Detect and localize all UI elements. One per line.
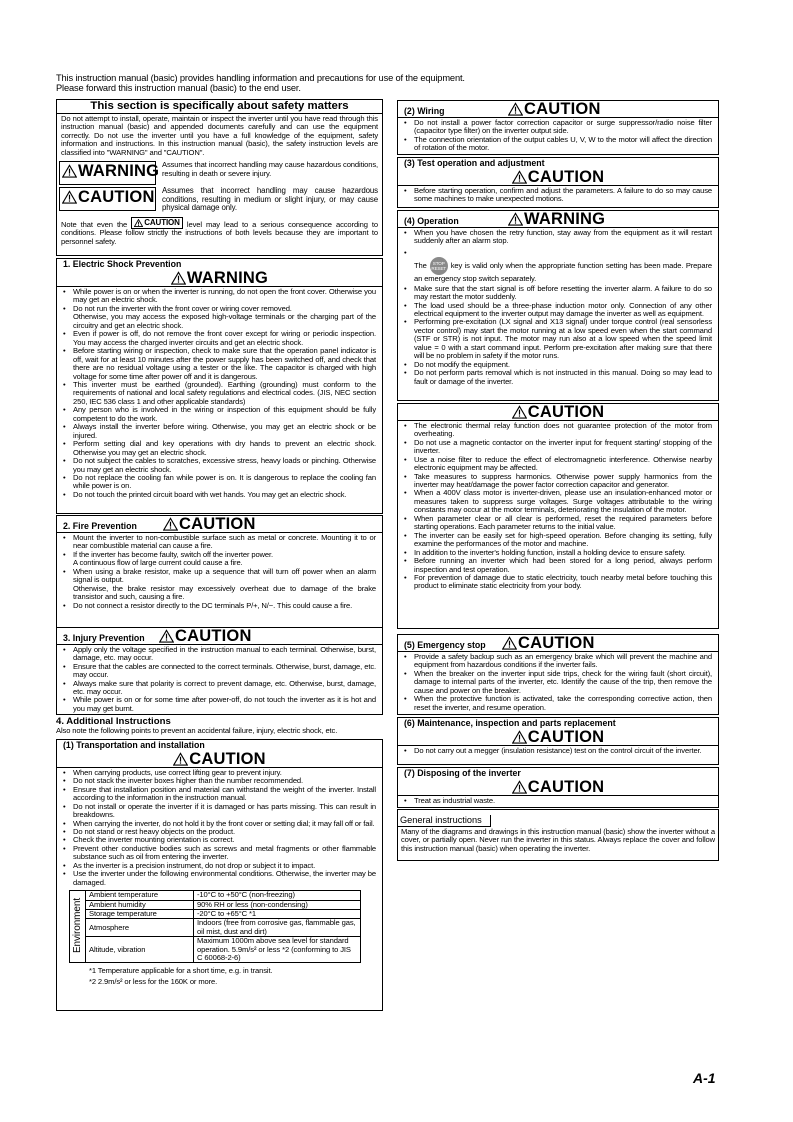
item-list — [398, 421, 718, 592]
section-wiring — [397, 100, 719, 155]
list-item: • Even if power is off, do not remove the front cover except for wiring or periodic inspection. You may access the charged inverter circuits and get an electric shock. — [63, 330, 376, 347]
list-item: • Do not subject the cables to scratches, excessive stress, heavy loads or pinching. Otherwise you may get an electric shock. — [63, 457, 376, 474]
level-text: CAUTION — [527, 167, 605, 186]
warning-triangle-icon — [163, 517, 178, 531]
list-item: • Do not touch the printed circuit board with wet hands. You may get an electric shock. — [63, 491, 376, 499]
page-number: A-1 — [693, 1070, 716, 1086]
level-text: CAUTION — [524, 100, 601, 118]
footnote: *1 Temperature applicable for a short time, e.g. in transit. — [89, 966, 273, 976]
warning-triangle-icon — [134, 219, 143, 227]
list-item: • Prevent other conductive bodies such as screws and metal fragments or other flammable substance such as oil from entering the inverter. — [63, 845, 376, 862]
level-label — [163, 516, 256, 532]
caution-inline-badge — [131, 217, 183, 229]
warning-triangle-icon — [159, 629, 174, 643]
list-item: • Do not carry out a megger (insulation resistance) test on the control circuit of the inverter. — [404, 747, 712, 755]
list-item: • Apply only the voltage specified in the instruction manual to each terminal. Otherwise, burst, damage, etc. may occur. — [63, 646, 376, 663]
key-label: RESET — [431, 266, 447, 272]
warning-triangle-icon — [508, 102, 523, 116]
item-list — [398, 796, 718, 806]
section-header — [398, 101, 718, 118]
warning-triangle-icon — [173, 752, 188, 766]
note-text: Note that even the — [61, 219, 128, 229]
level-label — [63, 751, 376, 767]
list-item: • Use a noise filter to reduce the effect of electromagnetic interference. Otherwise nearby electronic equipment may be affected. — [404, 456, 712, 473]
general-instructions-text: Many of the diagrams and drawings in this instruction manual (basic) show the inverter without a cover, or partially open. Never run the inverter in this status. Always replace the cover and follow this instruction manual (basic) when operating the inverter. — [401, 826, 715, 853]
section-injury-prevention — [56, 627, 383, 716]
section-title: 4. Additional Instructions — [56, 716, 171, 728]
section-header — [57, 740, 382, 768]
list-item: • Do not run the inverter with the front cover or wiring cover removed. Otherwise, you may access the exposed high-voltage terminals or the charging part of the circuitry and get an electric shock. — [63, 305, 376, 330]
level-label — [159, 628, 252, 644]
condition-name: Atmosphere — [86, 919, 194, 937]
section-title: (6) Maintenance, inspection and parts replacement — [404, 717, 616, 728]
list-item: • Provide a safety backup such as an emergency brake which will prevent the machine and equipment from hazardous conditions if the inverter fails. — [404, 653, 712, 670]
table-row — [70, 891, 361, 900]
safety-section — [56, 99, 383, 256]
caution-description: Assumes that incorrect handling may cause hazardous conditions, resulting in medium or slight injury, or may cause physical damage only. — [162, 186, 378, 213]
section-maintenance — [397, 717, 719, 765]
level-label — [62, 189, 155, 205]
caution-legend — [59, 187, 382, 212]
list-item: • Use the inverter under the following environmental conditions. Otherwise, the inverter may be damaged. — [63, 870, 376, 887]
intro-line: Please forward this instruction manual (basic) to the end user. — [56, 83, 301, 94]
item-text: key is valid only when the appropriate function setting has been made. Prepare an emergency stop switch separately. — [414, 261, 712, 284]
warning-description: Assumes that incorrect handling may cause hazardous conditions, resulting in death or severe injury. — [162, 160, 378, 178]
list-item: • The inverter can be easily set for high-speed operation. Before changing its setting, fully examine the performances of the motor and machine. — [404, 532, 712, 549]
section-title: (2) Wiring — [404, 106, 445, 116]
level-text: CAUTION — [179, 515, 256, 533]
key-label: STOP — [432, 261, 445, 267]
level-text: CAUTION — [78, 188, 155, 207]
warning-triangle-icon — [512, 730, 527, 744]
list-item: • This inverter must be earthed (grounded). Earthing (grounding) must conform to the requirements of national and local safety regulations and electrical codes. (JIS, NEC section 250, IEC 536 class 1 and other applicable standards) — [63, 381, 376, 406]
level-label — [508, 211, 605, 227]
section-header — [398, 768, 718, 796]
list-item: • When carrying products, use correct lifting gear to prevent injury. — [63, 769, 376, 777]
general-instructions-title: General instructions — [398, 815, 491, 827]
section-header — [57, 628, 382, 645]
warning-legend — [59, 161, 382, 185]
level-label — [404, 729, 712, 745]
list-item: • Do not perform parts removal which is not instructed in this manual. Doing so may lead to fault or damage of the inverter. — [404, 369, 712, 386]
list-item: • When a 400V class motor is inverter-driven, please use an insulation-enhanced motor or measures taken to suppress surge voltages. Surge voltages attributable to the wiring constants may occur at the motor terminals, deteriorating the insulation of the motor. — [404, 489, 712, 514]
list-item: • When using a brake resistor, make up a sequence that will turn off power when an alarm signal is output. Otherwise, the brake resistor may excessively overheat due to damage of the brake transistor and such, causing a fire. — [63, 568, 376, 602]
list-item: • As the inverter is a precision instrument, do not drop or subject it to impact. — [63, 862, 376, 870]
section-title: 2. Fire Prevention — [63, 521, 137, 531]
note-text: level may lead to a serious consequence according to conditions. Please follow strictly the instructions of both levels because they are important to personnel safety. — [61, 219, 378, 246]
environment-group-cell — [70, 891, 86, 963]
intro-text — [56, 73, 465, 94]
section-header — [398, 211, 718, 228]
additional-instructions — [56, 715, 383, 738]
warning-triangle-icon — [171, 271, 186, 285]
item-list — [57, 533, 382, 611]
section-header — [398, 635, 718, 652]
section-header — [398, 404, 718, 421]
level-text: WARNING — [78, 162, 160, 181]
section-title: (5) Emergency stop — [404, 639, 486, 650]
section-fire-prevention — [56, 515, 383, 628]
level-text: CAUTION — [527, 402, 605, 421]
list-item: • When you have chosen the retry function, stay away from the equipment as it will restart suddenly after an alarm stop. — [404, 229, 712, 246]
list-item: • If the inverter has become faulty, switch off the inverter power. A continuous flow of large current could cause a fire. — [63, 551, 376, 568]
condition-name: Altitude, vibration — [86, 937, 194, 963]
level-label — [62, 163, 159, 179]
section-operation-caution — [397, 403, 719, 629]
section-header — [398, 158, 718, 186]
item-list — [57, 645, 382, 715]
list-item: • Always make sure that polarity is correct to prevent damage, etc. Otherwise, burst, damage, etc. may occur. — [63, 680, 376, 697]
item-list — [398, 228, 718, 285]
level-label — [404, 779, 712, 795]
condition-value: 90% RH or less (non-condensing) — [194, 900, 361, 909]
item-list — [398, 285, 718, 387]
warning-triangle-icon — [512, 170, 527, 184]
section-text: Also note the following points to prevent an accidental failure, injury, electric shock, etc. — [56, 726, 338, 736]
list-item: • Do not stand or rest heavy objects on the product. — [63, 828, 376, 836]
section-title: (3) Test operation and adjustment — [404, 157, 545, 168]
condition-value: Indoors (free from corrosive gas, flammable gas, oil mist, dust and dirt) — [194, 919, 361, 937]
list-item: • Do not connect a resistor directly to the DC terminals P/+, N/−. This could cause a fire. — [63, 602, 376, 610]
list-item: • When the protective function is activated, take the corresponding corrective action, then reset the inverter, and resume operation. — [404, 695, 712, 712]
level-text: CAUTION — [518, 633, 595, 652]
section-emergency-stop — [397, 634, 719, 715]
list-item: • Treat as industrial waste. — [404, 797, 712, 805]
level-text: WARNING — [524, 209, 606, 228]
list-item: • Always install the inverter before wiring. Otherwise, you may get an electric shock or be injured. — [63, 423, 376, 440]
item-list — [398, 652, 718, 713]
warning-legend-box — [59, 161, 160, 185]
item-text: The — [414, 261, 427, 271]
section-title: (4) Operation — [404, 215, 459, 226]
list-item: • Do not modify the equipment. — [404, 361, 712, 369]
level-label — [404, 404, 712, 420]
warning-triangle-icon — [508, 212, 523, 226]
general-instructions — [397, 809, 719, 861]
footnote: *2 2.9m/s² or less for the 160K or more. — [89, 977, 218, 987]
list-item: • Any person who is involved in the wiring or inspection of this equipment should be fully competent to do the work. — [63, 406, 376, 423]
list-item: • Make sure that the start signal is off before resetting the inverter alarm. A failure to do so may restart the motor suddenly. — [404, 285, 712, 302]
list-item: • While power is on or for some time after power-off, do not touch the inverter as it is hot and you may get burnt. — [63, 696, 376, 713]
item-list — [398, 746, 718, 756]
left-column — [56, 99, 383, 1011]
footnotes — [57, 965, 382, 989]
section-title: 3. Injury Prevention — [63, 632, 145, 643]
list-item: • Do not install a power factor correction capacitor or surge suppressor/radio noise filter (capacitor type filter) on the inverter output side. — [404, 119, 712, 136]
caution-legend-box — [59, 187, 156, 211]
level-label — [63, 270, 376, 286]
stop-reset-key-icon — [430, 257, 448, 275]
warning-triangle-icon — [62, 190, 77, 204]
level-text: CAUTION — [527, 777, 605, 796]
right-column — [397, 100, 719, 861]
warning-triangle-icon — [512, 405, 527, 419]
list-item: • Performing pre-excitation (LX signal and X13 signal) under torque control (real sensorless vector control) may start the motor running at a low speed even when the start command (STF or STR) is not input. The motor may run also at a low speed when the speed limit value = 0 with a start command input. Perform pre-excitation after making sure that there will be no problem in safety if the motor runs. — [404, 318, 712, 360]
level-text: CAUTION — [175, 626, 252, 645]
section-operation — [397, 210, 719, 401]
level-label — [502, 635, 595, 651]
list-item: • The connection orientation of the output cables U, V, W to the motor will affect the direction of rotation of the motor. — [404, 136, 712, 153]
list-item-stop-key — [404, 249, 712, 284]
section-header — [57, 516, 382, 533]
condition-name: Ambient temperature — [86, 891, 194, 900]
list-item: • Before starting operation, confirm and adjust the parameters. A failure to do so may cause some machines to make unexpected motions. — [404, 187, 712, 204]
level-text: CAUTION — [189, 749, 266, 768]
item-list — [57, 768, 382, 888]
section-header — [398, 718, 718, 746]
list-item: • Ensure that the cables are connected to the correct terminals. Otherwise, burst, damage, etc. may occur. — [63, 663, 376, 680]
warning-triangle-icon — [512, 780, 527, 794]
section-title: 1. Electric Shock Prevention — [63, 259, 182, 269]
list-item: • In addition to the inverter's holding function, install a holding device to ensure safety. — [404, 549, 712, 557]
section-title: (7) Disposing of the inverter — [404, 767, 521, 778]
warning-triangle-icon — [502, 636, 517, 650]
list-item: • Do not replace the cooling fan while power is on. It is dangerous to replace the cooling fan while power is on. — [63, 474, 376, 491]
list-item: • While power is on or when the inverter is running, do not open the front cover. Otherwise you may get an electric shock. — [63, 288, 376, 305]
safety-title: This section is specifically about safety matters — [57, 100, 382, 114]
list-item: • Do not install or operate the inverter if it is damaged or has parts missing. This can result in breakdowns. — [63, 803, 376, 820]
item-list — [398, 118, 718, 154]
level-label — [508, 101, 601, 117]
condition-value: -10°C to +50°C (non-freezing) — [194, 891, 361, 900]
list-item: • Before starting wiring or inspection, check to make sure that the operation panel indicator is off, wait for at least 10 minutes after the power supply has been switched off, and check that there are no residual voltage using a tester or the like. The capacitor is charged with high voltage for some time after power off and it is dangerous. — [63, 347, 376, 381]
list-item: • When the breaker on the inverter input side trips, check for the wiring fault (short circuit), damage to internal parts of the inverter, etc. Identify the cause of the trip, then remove the cause and power on the breaker. — [404, 670, 712, 695]
table-row — [70, 919, 361, 937]
list-item: • The load used should be a three-phase induction motor only. Connection of any other electrical equipment to the inverter output may damage the inverter as well as equipment. — [404, 302, 712, 319]
caution-inline-text: CAUTION — [144, 217, 180, 227]
item-list — [57, 287, 382, 500]
list-item: • When carrying the inverter, do not hold it by the front cover or setting dial; it may fall off or fail. — [63, 820, 376, 828]
section-test-operation — [397, 157, 719, 208]
list-item: • Take measures to suppress harmonics. Otherwise power supply harmonics from the inverter may heat/damage the power factor correction capacitor and generator. — [404, 473, 712, 490]
item-list — [398, 186, 718, 205]
list-item: • Do not use a magnetic contactor on the inverter input for frequent starting/ stopping of the inverter. — [404, 439, 712, 456]
condition-value: Maximum 1000m above sea level for standard operation. 5.9m/s² or less *2 (conforming to JIS C 60068-2-6) — [194, 937, 361, 963]
condition-name: Storage temperature — [86, 909, 194, 918]
environment-table — [69, 890, 361, 963]
warning-triangle-icon — [62, 164, 77, 178]
list-item: • Mount the inverter to non-combustible surface such as metal or concrete. Mounting it to or near combustible material can cause a fire. — [63, 534, 376, 551]
list-item: • For prevention of damage due to static electricity, touch nearby metal before touching this product to eliminate static electricity from your body. — [404, 574, 712, 591]
section-disposal — [397, 767, 719, 808]
table-row — [70, 937, 361, 963]
safety-note — [57, 215, 382, 247]
level-text: WARNING — [186, 269, 269, 287]
list-item: • Check the inverter mounting orientation is correct. — [63, 836, 376, 844]
list-item: • Before running an inverter which had been stored for a long period, always perform inspection and test operation. — [404, 557, 712, 574]
level-label — [404, 169, 712, 185]
section-header — [57, 259, 382, 287]
group-label: Environment — [71, 898, 83, 954]
condition-value: -20°C to +65°C *1 — [194, 909, 361, 918]
level-text: CAUTION — [527, 727, 605, 746]
list-item: • Do not stack the inverter boxes higher than the number recommended. — [63, 777, 376, 785]
list-item: • Ensure that installation position and material can withstand the weight of the inverter. Install according to the information in the instruction manual. — [63, 786, 376, 803]
list-item: • The electronic thermal relay function does not guarantee protection of the motor from overheating. — [404, 422, 712, 439]
section-electric-shock — [56, 258, 383, 514]
intro-line: This instruction manual (basic) provides handling information and precautions for use of the equipment. — [56, 73, 465, 83]
section-transportation — [56, 739, 383, 1011]
condition-name: Ambient humidity — [86, 900, 194, 909]
list-item: • When parameter clear or all clear is performed, reset the required parameters before starting operations. Each parameter returns to the initial value. — [404, 515, 712, 532]
safety-paragraph: Do not attempt to install, operate, maintain or inspect the inverter until you have read through this instruction manual (basic) and appended documents carefully and can use the equipment correctly. Do not use the inverter until you have a full knowledge of the equipment, safety information and instructions. In this instruction manual (basic), the safety instruction levels are classified into "WARNING" and "CAUTION". — [61, 114, 378, 157]
list-item: • Perform setting dial and key operations with dry hands to prevent an electric shock. Otherwise you may get an electric shock. — [63, 440, 376, 457]
section-title: (1) Transportation and installation — [63, 739, 205, 750]
